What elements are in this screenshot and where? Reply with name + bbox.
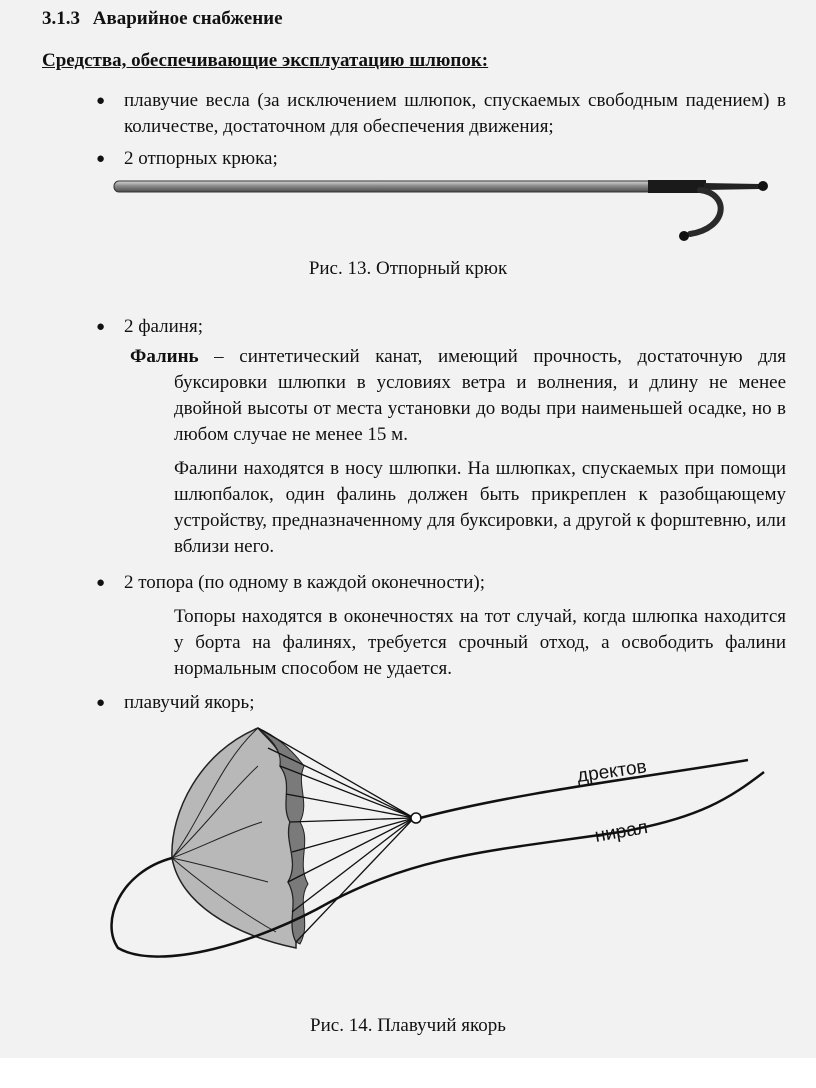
hook-curve <box>690 190 721 234</box>
hook-tip <box>758 181 768 191</box>
figure-13-caption: Рис. 13. Отпорный крюк <box>308 258 508 279</box>
section-number: 3.1.3 <box>42 8 80 29</box>
subheading: Средства, обеспечивающие эксплуатацию шлюпок: <box>42 50 489 71</box>
anchor-swivel <box>411 813 421 823</box>
figure-14-caption: Рис. 14. Плавучий якорь <box>310 1015 506 1036</box>
hook-shaft <box>114 181 654 192</box>
bullet-icon: ● <box>96 93 106 109</box>
list-item-text: плавучие весла (за исключением шлюпок, спускаемых свободным падением) в количестве, достаточном для обеспечения движения; <box>124 90 786 137</box>
label-drektov: дректов <box>575 756 648 787</box>
painter-definition <box>130 344 786 448</box>
label-niral: нирал <box>593 816 650 847</box>
bullet-icon: ● <box>96 695 106 711</box>
boat-hook-figure <box>0 176 816 246</box>
anchor-canopy <box>172 728 296 948</box>
painter-term: Фалинь <box>130 346 199 367</box>
list-item-oars <box>96 88 786 140</box>
sea-anchor-figure <box>0 722 816 982</box>
section-title: Аварийное снабжение <box>92 8 283 29</box>
list-item-text: 2 топора (по одному в каждой оконечности); <box>124 572 486 593</box>
bullet-icon: ● <box>96 151 106 167</box>
hook-spike <box>704 183 760 190</box>
list-item-sea-anchor <box>96 690 786 716</box>
bullet-icon: ● <box>96 575 106 591</box>
painter-definition-text: – синтетический канат, имеющий прочность, достаточную для буксировки шлюпки в условиях ветра и волнения, и длину не менее двойной высоты от места установки до воды при наименьшей осадке, но в любом случае не менее 15 м. <box>174 346 786 445</box>
list-item-hooks <box>96 146 786 172</box>
section-heading <box>42 8 283 30</box>
axes-note: Топоры находятся в оконечностях на тот случай, когда шлюпка находится у борта на фалинях, требуется срочный отход, а освободить фалини нормальным способом не удается. <box>174 606 786 679</box>
list-item-axes <box>96 570 786 596</box>
list-item-text: 2 отпорных крюка; <box>124 148 278 169</box>
list-item-text: 2 фалиня; <box>124 316 203 337</box>
list-item-painters <box>96 314 786 340</box>
bullet-icon: ● <box>96 319 106 335</box>
list-item-text: плавучий якорь; <box>124 692 255 713</box>
hook-end <box>679 231 689 241</box>
painter-note: Фалини находятся в носу шлюпки. На шлюпках, спускаемых при помощи шлюпбалок, один фалинь должен быть прикреплен к разобщающему устройству, предназначенному для буксировки, а другой к форштевню, или вблизи него. <box>174 458 786 557</box>
